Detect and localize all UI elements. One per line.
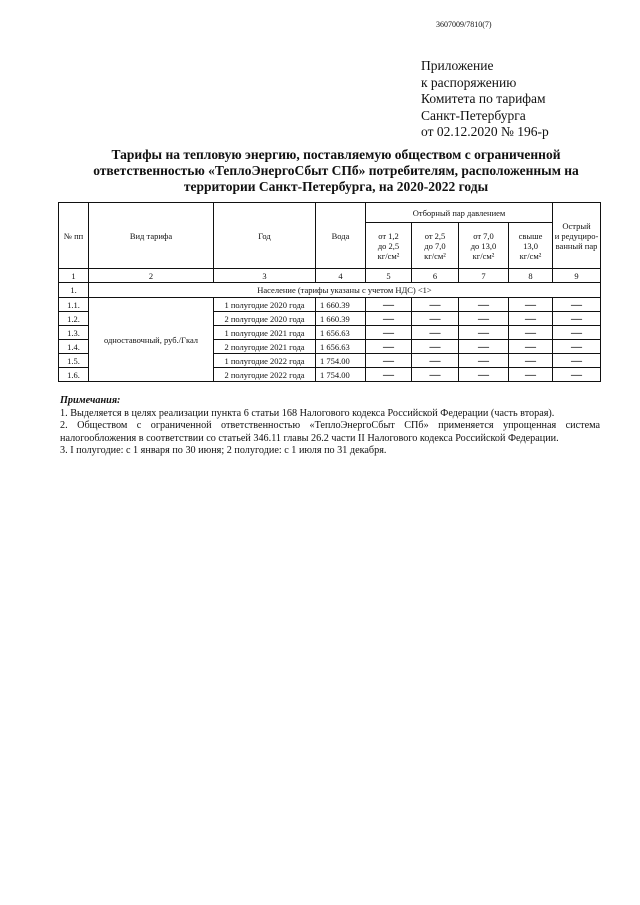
column-number: 1 (59, 269, 89, 283)
dash-cell: — (553, 354, 601, 368)
header-line: до 7,0 (424, 240, 446, 251)
dash-cell: — (553, 368, 601, 382)
row-year: 1 полугодие 2020 года (214, 298, 316, 312)
column-number-row (59, 269, 601, 283)
notes-title: Примечания: (60, 395, 121, 406)
appendix-line: к распоряжению (421, 74, 517, 90)
header-line: от 2,5 (424, 230, 446, 241)
row-num: 1.6. (59, 368, 89, 382)
row-year: 1 полугодие 2021 года (214, 326, 316, 340)
row-water: 1 660.39 (316, 298, 366, 312)
row-year: 1 полугодие 2022 года (214, 354, 316, 368)
header-line: 13,0 (523, 240, 538, 251)
note-item: 3. I полугодие: с 1 января по 30 июня; 2 полугодие: с 1 июля по 31 декабря. (60, 445, 387, 456)
appendix-line: Приложение (421, 58, 494, 73)
document-title: Тарифы на тепловую энергию, поставляемую обществом с ограниченной ответственностью «ТеплоЭнергоСбыт СПб» потребителям, расположенным на территории Санкт-Петербурга, на 2020-2022 годы (93, 147, 579, 194)
dash-cell: — (412, 326, 459, 340)
table-row (59, 298, 601, 312)
header-line: кг/см² (377, 250, 400, 261)
header-line: свыше (518, 230, 543, 241)
dash-cell: — (366, 354, 412, 368)
note-item: 2. Обществом с ограниченной ответственностью «ТеплоЭнергоСбыт СПб» применяется упрощенная система налогообложения в соответствии со статьей 346.11 главы 26.2 части II Налогового кодекса Российской Федерации. (60, 420, 600, 444)
header-steam-7-0-to-13-0 (459, 223, 509, 269)
column-number: 2 (89, 269, 214, 283)
header-tariff-type: Вид тарифа (89, 203, 214, 269)
dash-cell: — (412, 298, 459, 312)
dash-cell: — (553, 298, 601, 312)
header-line: от 1,2 (378, 230, 399, 241)
column-number: 9 (553, 269, 601, 283)
dash-cell: — (459, 326, 509, 340)
dash-cell: — (366, 298, 412, 312)
dash-cell: — (459, 298, 509, 312)
header-line: и редуциро- (554, 230, 599, 241)
row-water: 1 660.39 (316, 312, 366, 326)
dash-cell: — (553, 326, 601, 340)
section-row (59, 283, 601, 298)
document-registration-number: 3607009/7810(7) (436, 20, 492, 29)
column-number: 5 (366, 269, 412, 283)
row-year: 2 полугодие 2021 года (214, 340, 316, 354)
appendix-block (421, 58, 549, 141)
column-number: 3 (214, 269, 316, 283)
header-line: кг/см² (519, 250, 542, 261)
dash-cell: — (459, 368, 509, 382)
column-number: 8 (509, 269, 553, 283)
row-num: 1.5. (59, 354, 89, 368)
dash-cell: — (509, 298, 553, 312)
row-year: 2 полугодие 2022 года (214, 368, 316, 382)
dash-cell: — (366, 312, 412, 326)
header-line: до 13,0 (470, 240, 497, 251)
dash-cell: — (412, 354, 459, 368)
dash-cell: — (509, 340, 553, 354)
column-number: 4 (316, 269, 366, 283)
tariff-table (58, 202, 601, 382)
dash-cell: — (509, 312, 553, 326)
dash-cell: — (459, 312, 509, 326)
column-number: 7 (459, 269, 509, 283)
appendix-line: Санкт-Петербурга (421, 107, 526, 123)
column-number: 6 (412, 269, 459, 283)
header-water: Вода (316, 203, 366, 269)
dash-cell: — (553, 312, 601, 326)
dash-cell: — (459, 340, 509, 354)
header-line: кг/см² (424, 250, 446, 261)
notes-block (60, 395, 600, 458)
header-year: Год (214, 203, 316, 269)
dash-cell: — (366, 368, 412, 382)
section-num: 1. (59, 283, 89, 298)
header-steam-group: Отборный пар давлением (366, 203, 553, 223)
header-steam-over-13-0 (509, 223, 553, 269)
section-label: Население (тарифы указаны с учетом НДС) <1> (89, 283, 601, 298)
header-num: № пп (59, 203, 89, 269)
note-item: 1. Выделяется в целях реализации пункта 6 статьи 168 Налогового кодекса Российской Федерации (часть вторая). (60, 407, 555, 419)
header-line: Острый (562, 220, 591, 231)
row-water: 1 754.00 (316, 354, 366, 368)
header-steam-1-2-to-2-5 (366, 223, 412, 269)
row-water: 1 656.63 (316, 326, 366, 340)
row-num: 1.3. (59, 326, 89, 340)
header-sharp-steam (553, 203, 601, 269)
row-num: 1.2. (59, 312, 89, 326)
row-water: 1 754.00 (316, 368, 366, 382)
dash-cell: — (509, 354, 553, 368)
tariff-type-cell: одноставочный, руб./Гкал (89, 298, 214, 382)
dash-cell: — (509, 326, 553, 340)
header-row (59, 203, 601, 223)
header-line: от 7,0 (473, 230, 494, 241)
row-num: 1.1. (59, 298, 89, 312)
header-line: до 2,5 (377, 240, 400, 251)
header-steam-2-5-to-7-0 (412, 223, 459, 269)
row-water: 1 656.63 (316, 340, 366, 354)
dash-cell: — (412, 312, 459, 326)
dash-cell: — (509, 368, 553, 382)
row-num: 1.4. (59, 340, 89, 354)
dash-cell: — (412, 368, 459, 382)
header-line: ванный пар (555, 240, 598, 251)
appendix-line: от 02.12.2020 № 196-р (421, 124, 549, 139)
dash-cell: — (553, 340, 601, 354)
row-year: 2 полугодие 2020 года (214, 312, 316, 326)
appendix-line: Комитета по тарифам (421, 91, 546, 106)
dash-cell: — (412, 340, 459, 354)
dash-cell: — (366, 340, 412, 354)
dash-cell: — (366, 326, 412, 340)
dash-cell: — (459, 354, 509, 368)
header-line: кг/см² (472, 250, 495, 261)
